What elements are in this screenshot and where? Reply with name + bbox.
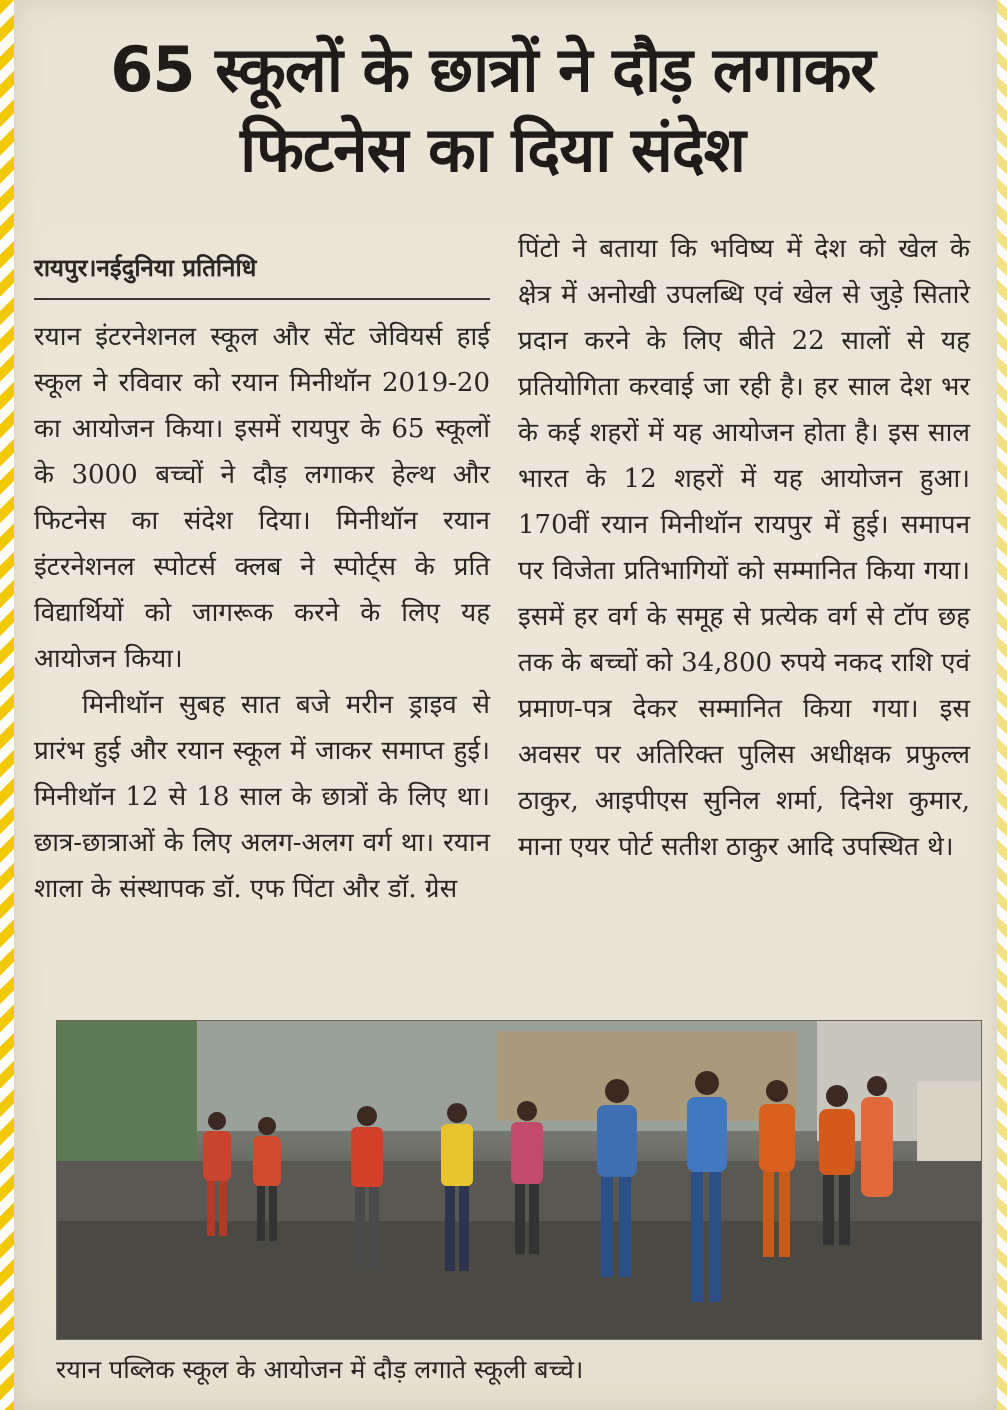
photo-illustration — [57, 1021, 981, 1339]
article-paragraph-2: मिनीथॉन सुबह सात बजे मरीन ड्राइव से प्रारंभ हुई और रयान स्कूल में जाकर समाप्त हुई। मिनीथॉन 12 से 18 साल के छात्रों के लिए था। छात्र-छात्राओं के लिए अलग-अलग वर्ग था। रयान शाला के संस्थापक डॉ. एफ पिंटा और डॉ. ग्रेस — [34, 690, 490, 904]
news-photo-runners — [56, 1020, 982, 1340]
article-column-left — [34, 226, 490, 912]
zigzag-border-left — [0, 0, 14, 1410]
article-paragraph-3: पिंटो ने बताया कि भविष्य में देश को खेल के क्षेत्र में अनोखी उपलब्धि एवं खेल से जुड़े सितारे प्रदान करने के लिए बीते 22 सालों से यह प्रतियोगिता करवाई जा रही है। हर साल देश भर के कई शहरों में यह आयोजन होता है। इस साल भारत के 12 शहरों में यह आयोजन हुआ। 170वीं रयान मिनीथॉन रायपुर में हुई। समापन पर विजेता प्रतिभागियों को सम्मानित किया गया। इसमें हर वर्ग के समूह से प्रत्येक वर्ग से टॉप छह तक के बच्चों को 34,800 रुपये नकद राशि एवं प्रमाण-पत्र देकर सम्मानित किया गया। इस अवसर पर अतिरिक्त पुलिस अधीक्षक प्रफुल्ल ठाकुर, आइपीएस सुनिल शर्मा, दिनेश कुमार, माना एयर पोर्ट सतीश ठाकुर आदि उपस्थित थे। — [518, 234, 970, 862]
headline — [20, 30, 965, 190]
dateline: रायपुर।नईदुनिया प्रतिनिधि — [34, 248, 490, 300]
article-column-right — [518, 226, 970, 870]
article-paragraph-1: रयान इंटरनेशनल स्कूल और सेंट जेवियर्स हाई स्कूल ने रविवार को रयान मिनीथॉन 2019-20 का आयोजन किया। इसमें रायपुर के 65 स्कूलों के 3000 बच्चों ने दौड़ लगाकर हेल्थ और फिटनेस का संदेश दिया। मिनीथॉन रयान इंटरनेशनल स्पोटर्स क्लब ने स्पोर्ट्स के प्रति विद्यार्थियों को जागरूक करने के लिए यह आयोजन किया। — [34, 322, 490, 674]
photo-caption: रयान पब्लिक स्कूल के आयोजन में दौड़ लगाते स्कूली बच्चे। — [56, 1355, 584, 1384]
headline-line-1: 65 स्कूलों के छात्रों ने दौड़ लगाकर — [110, 33, 875, 106]
headline-line-2: फिटनेस का दिया संदेश — [240, 113, 745, 186]
